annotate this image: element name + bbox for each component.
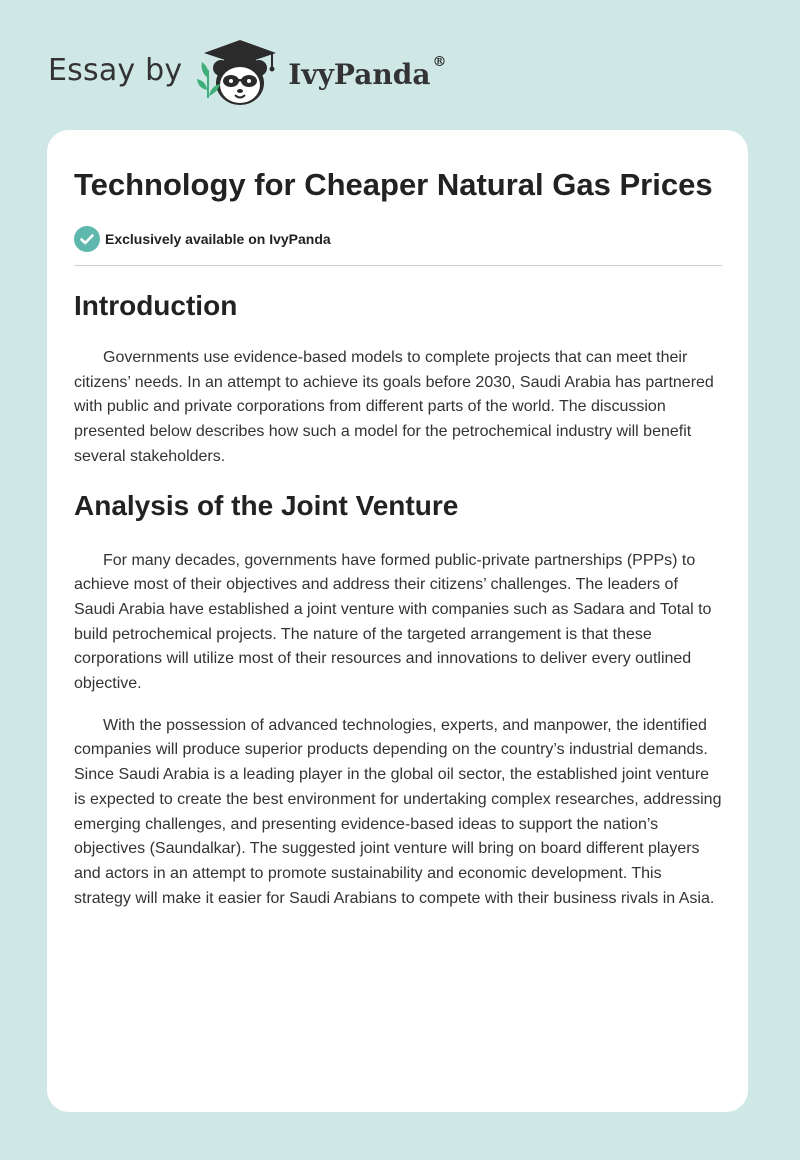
exclusive-label: Exclusively available on IvyPanda: [105, 231, 331, 247]
section-heading-introduction: Introduction: [74, 290, 238, 321]
panda-graduate-icon[interactable]: [194, 34, 286, 110]
section-heading-analysis: Analysis of the Joint Venture: [74, 489, 459, 521]
brand-header: [48, 34, 446, 110]
page-title: Technology for Cheaper Natural Gas Prices: [74, 167, 713, 202]
brand-name[interactable]: IvyPanda ®: [288, 53, 447, 91]
paragraph: For many decades, governments have formed public-private partnerships (PPPs) to achieve most of their objectives and address their citizens’ challenges. The leaders of Saudi Arabia have established a joint venture with companies such as Sadara and Total to build petrochemical projects. The nature of the targeted arrangement is that these corporations will utilize most of their resources and innovations to deliver every outlined objective.: [74, 551, 712, 693]
essay-card: [47, 130, 748, 1112]
brand-prefix: Essay by: [48, 52, 183, 88]
title-divider: [74, 265, 722, 266]
essay-content: [74, 164, 722, 911]
paragraph: With the possession of advanced technologies, experts, and manpower, the identified companies will produce superior products depending on the country’s industrial demands. Since Saudi Arabia is a leading player in the global oil sector, the established joint venture is expected to create the best environment for undertaking complex researches, addressing emerging challenges, and presenting evidence-based ideas to support the nation’s objectives (Saundalkar). The suggested joint venture will bring on board different players and actors in an attempt to promote sustainability and economic development. This strategy will make it easier for Saudi Arabians to compete with their business rivals in Asia.: [74, 716, 722, 907]
paragraph: Governments use evidence-based models to complete projects that can meet their citizens’ needs. In an attempt to achieve its goals before 2030, Saudi Arabia has partnered with public and private corporations from different parts of the world. The discussion presented below describes how such a model for the petrochemical industry will benefit several stakeholders.: [74, 349, 714, 465]
exclusive-badge: [74, 226, 722, 252]
check-circle-icon: [74, 226, 100, 252]
